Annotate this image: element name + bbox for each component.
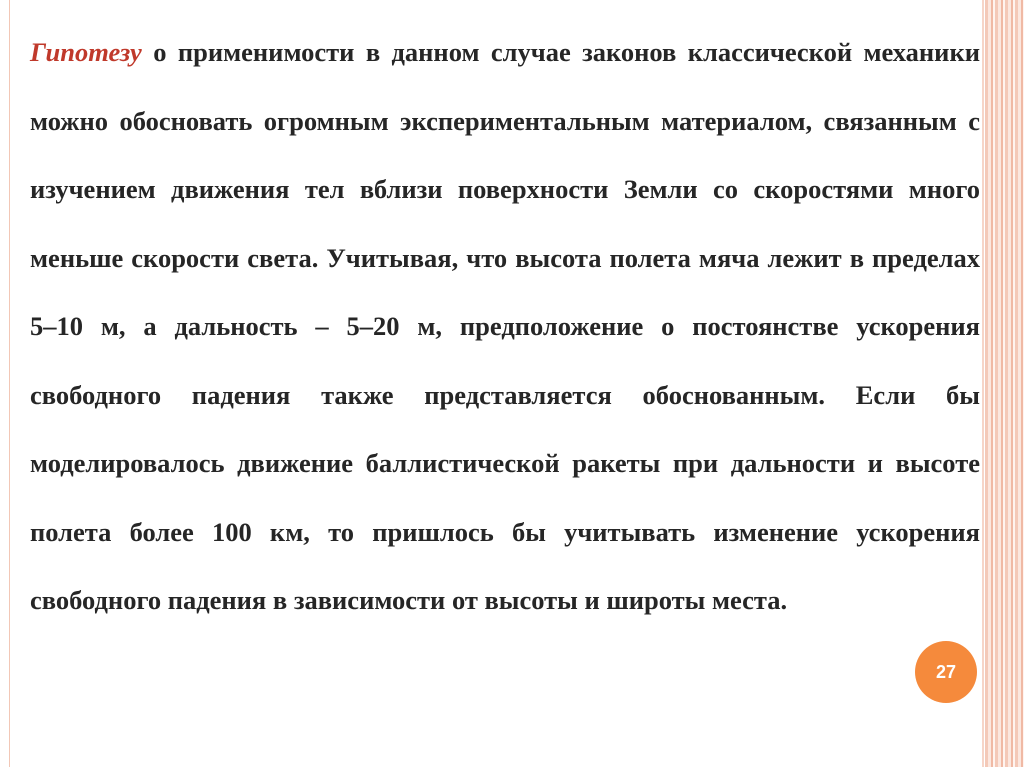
lead-word: Гипотезу <box>30 37 142 67</box>
paragraph-text: о применимости в данном случае законов классической механики можно обосновать огромным экспериментальным материалом, связанным с изучением движения тел вблизи поверхности Земли со скоростями много меньше скорости света. Учитывая, что высота полета мяча лежит в пределах 5–10 м, а дальность – 5–20 м, предположение о постоянстве ускорения свободного падения также представляется обоснованным. Если бы моделировалось движение баллистической ракеты при дальности и высоте полета более 100 км, то пришлось бы учитывать изменение ускорения свободного падения в зависимости от высоты и широты места. <box>30 37 980 615</box>
right-frame-line <box>982 0 984 767</box>
right-frame-stripes <box>985 0 1024 767</box>
page-number-badge: 27 <box>915 641 977 703</box>
slide-paragraph <box>30 18 980 635</box>
left-frame-line <box>9 0 10 767</box>
